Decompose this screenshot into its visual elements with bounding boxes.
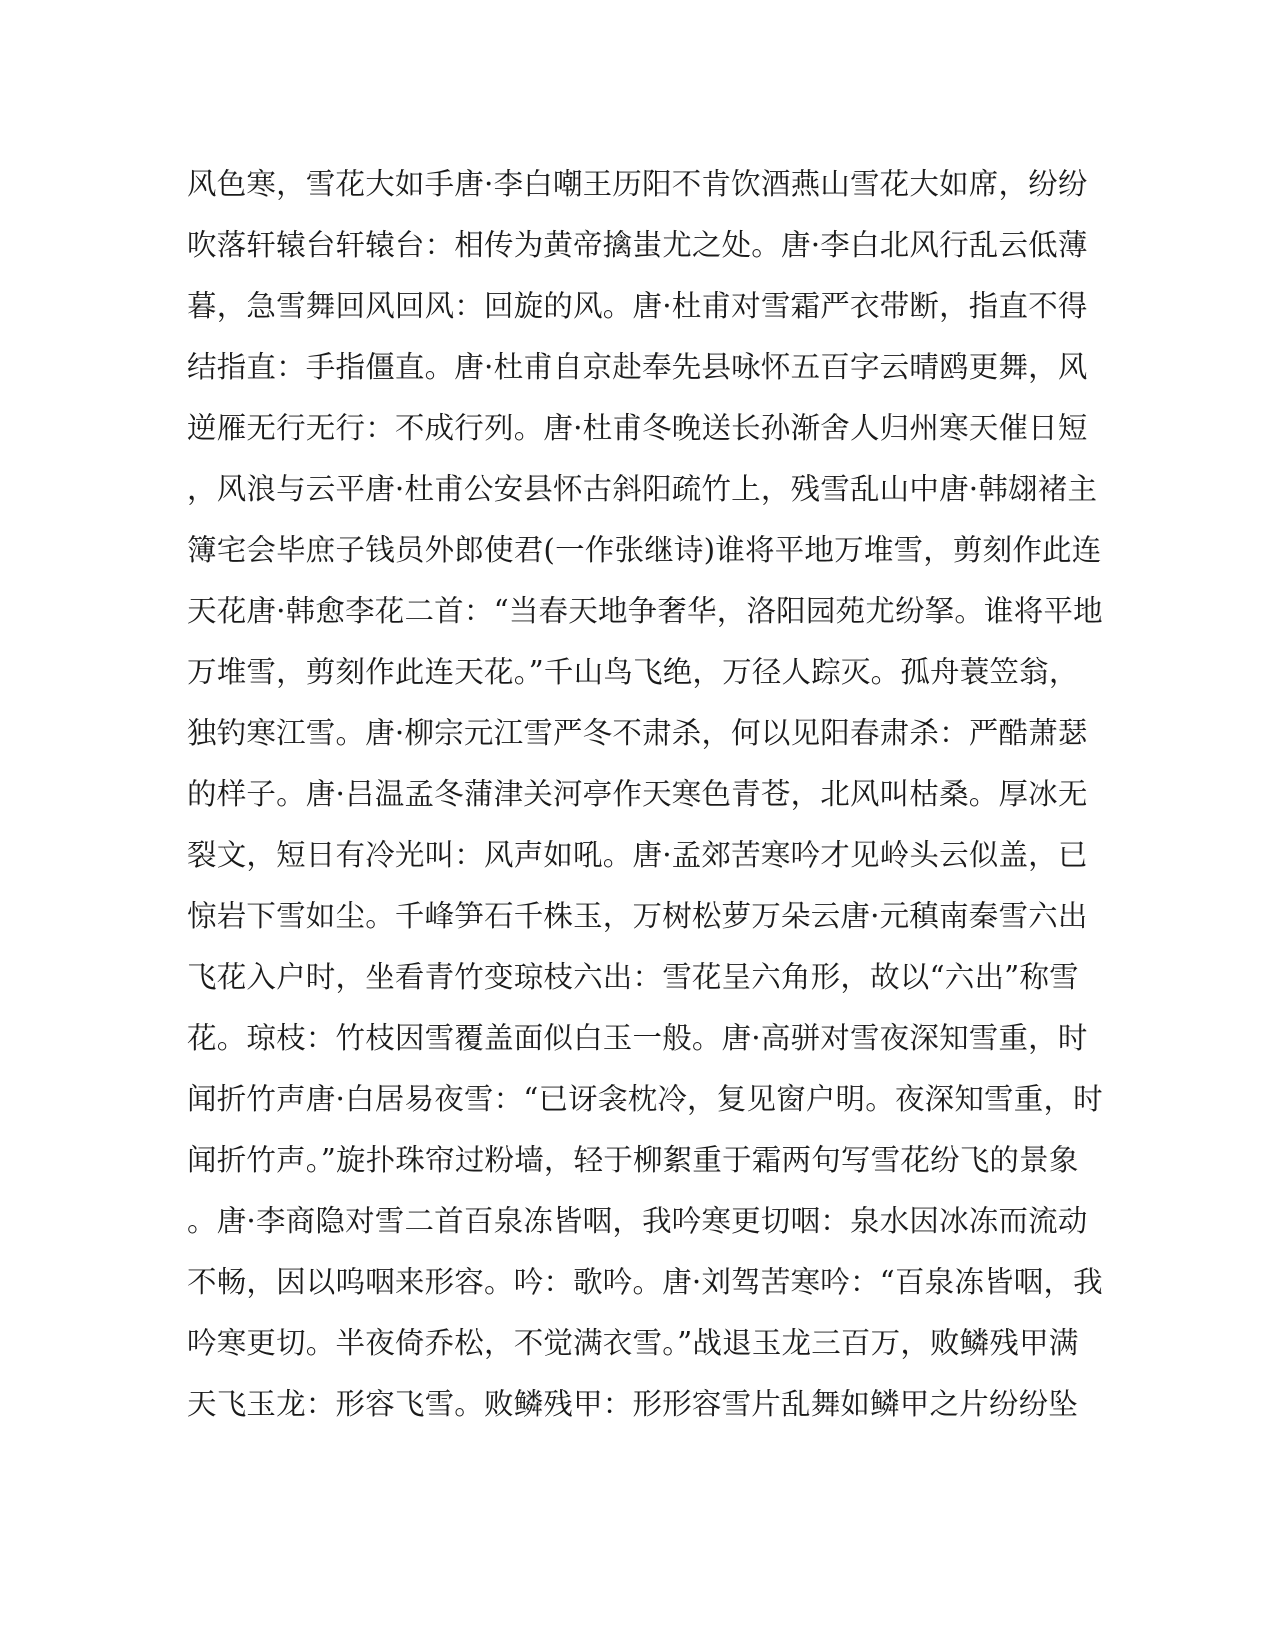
text-line: ，风浪与云平唐·杜甫公安县怀古斜阳疏竹上，残雪乱山中唐·韩翃褚主 bbox=[187, 472, 1098, 506]
text-line: 闻折竹声唐·白居易夜雪：“已讶衾枕冷，复见窗户明。夜深知雪重，时 bbox=[187, 1082, 1103, 1116]
text-line: 天花唐·韩愈李花二首：“当春天地争奢华，洛阳园苑尤纷拏。谁将平地 bbox=[187, 594, 1103, 628]
text-line: 吹落轩辕台轩辕台：相传为黄帝擒蚩尤之处。唐·李白北风行乱云低薄 bbox=[187, 228, 1088, 262]
text-line: 暮，急雪舞回风回风：回旋的风。唐·杜甫对雪霜严衣带断，指直不得 bbox=[187, 289, 1088, 323]
text-line: 吟寒更切。半夜倚乔松，不觉满衣雪。”战退玉龙三百万，败鳞残甲满 bbox=[187, 1326, 1079, 1360]
text-line: 的样子。唐·吕温孟冬蒲津关河亭作天寒色青苍，北风叫枯桑。厚冰无 bbox=[187, 777, 1088, 811]
text-line: 。唐·李商隐对雪二首百泉冻皆咽，我吟寒更切咽：泉水因冰冻而流动 bbox=[187, 1204, 1088, 1238]
text-line: 万堆雪，剪刻作此连天花。”千山鸟飞绝，万径人踪灭。孤舟蓑笠翁， bbox=[187, 655, 1079, 689]
text-line: 裂文，短日有冷光叫：风声如吼。唐·孟郊苦寒吟才见岭头云似盖，已 bbox=[187, 838, 1088, 872]
text-line: 结指直：手指僵直。唐·杜甫自京赴奉先县咏怀五百字云晴鸥更舞，风 bbox=[187, 350, 1088, 384]
text-line: 逆雁无行无行：不成行列。唐·杜甫冬晚送长孙渐舍人归州寒天催日短 bbox=[187, 411, 1088, 445]
text-line: 不畅，因以呜咽来形容。吟：歌吟。唐·刘驾苦寒吟：“百泉冻皆咽，我 bbox=[187, 1265, 1103, 1299]
text-line: 天飞玉龙：形容飞雪。败鳞残甲：形形容雪片乱舞如鳞甲之片纷纷坠 bbox=[187, 1387, 1079, 1421]
text-line: 惊岩下雪如尘。千峰笋石千株玉，万树松萝万朵云唐·元稹南秦雪六出 bbox=[187, 899, 1088, 933]
text-line: 风色寒，雪花大如手唐·李白嘲王历阳不肯饮酒燕山雪花大如席，纷纷 bbox=[187, 167, 1088, 201]
text-line: 独钓寒江雪。唐·柳宗元江雪严冬不肃杀，何以见阳春肃杀：严酷萧瑟 bbox=[187, 716, 1088, 750]
text-line: 闻折竹声。”旋扑珠帘过粉墙，轻于柳絮重于霜两句写雪花纷飞的景象 bbox=[187, 1143, 1079, 1177]
text-line: 花。琼枝：竹枝因雪覆盖面似白玉一般。唐·高骈对雪夜深知雪重，时 bbox=[187, 1021, 1088, 1055]
body-text bbox=[187, 164, 1103, 1445]
text-line: 簿宅会毕庶子钱员外郎使君(一作张继诗)谁将平地万堆雪，剪刻作此连 bbox=[187, 533, 1102, 567]
text-line: 飞花入户时，坐看青竹变琼枝六出：雪花呈六角形，故以“六出”称雪 bbox=[187, 960, 1079, 994]
